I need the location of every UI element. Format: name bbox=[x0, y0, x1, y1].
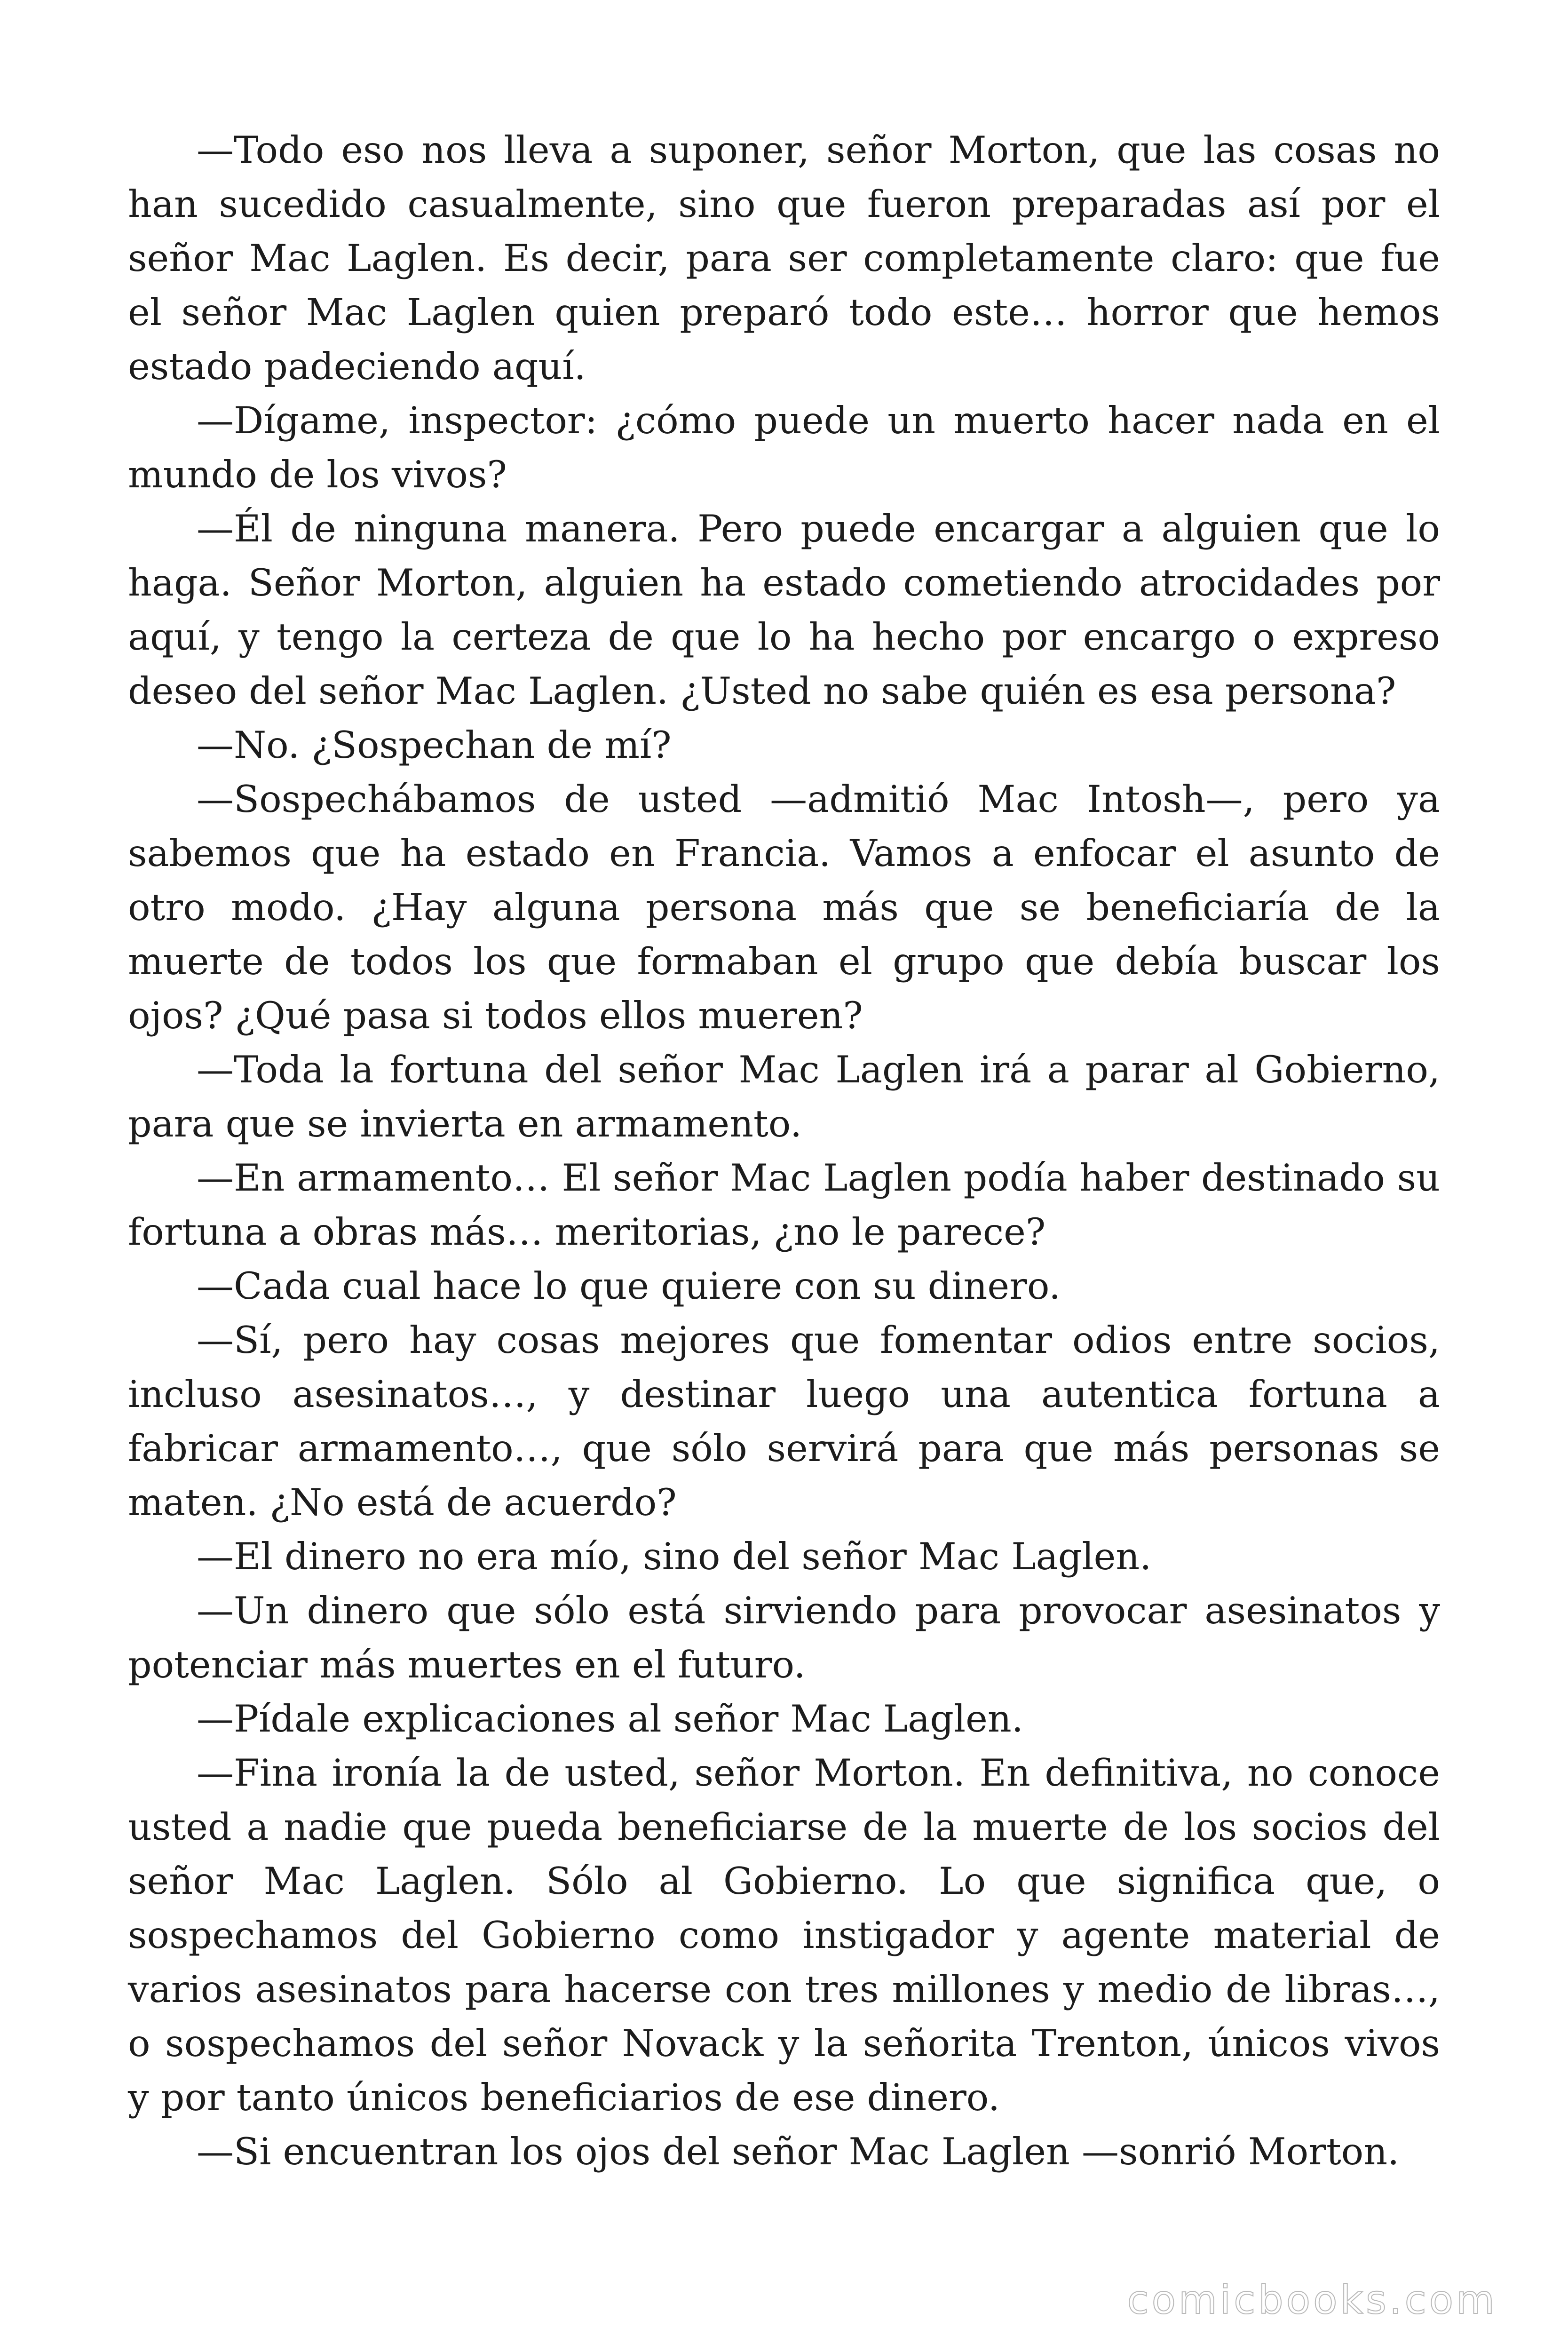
watermark: comicbooks.com bbox=[1127, 2277, 1497, 2323]
paragraph: —En armamento… El señor Mac Laglen podía haber destinado su fortuna a obras más… meritorias, ¿no le parece? bbox=[128, 1156, 1440, 1254]
paragraph: —Todo eso nos lleva a suponer, señor Morton, que las cosas no han sucedido casualmente, sino que fueron preparadas así por el señor Mac Laglen. Es decir, para ser completamente claro: que fue el señor Mac Laglen quien preparó todo este… horror que hemos estado padeciendo aquí. bbox=[128, 128, 1440, 388]
paragraph: —Fina ironía la de usted, señor Morton. En definitiva, no conoce usted a nadie que pueda beneficiarse de la muerte de los socios del señor Mac Laglen. Sólo al Gobierno. Lo que significa que, o sospechamos del Gobierno como instigador y agente material de varios asesinatos para hacerse con tres millones y medio de libras…, o sospechamos del señor Novack y la señorita Trenton, únicos vivos y por tanto únicos beneficiarios de ese dinero. bbox=[128, 1751, 1440, 2119]
paragraph: —Dígame, inspector: ¿cómo puede un muerto hacer nada en el mundo de los vivos? bbox=[128, 399, 1440, 496]
paragraph: —Toda la fortuna del señor Mac Laglen irá a parar al Gobierno, para que se invierta en armamento. bbox=[128, 1048, 1440, 1145]
paragraph: —Él de ninguna manera. Pero puede encargar a alguien que lo haga. Señor Morton, alguien ha estado cometiendo atrocidades por aquí, y tengo la certeza de que lo ha hecho por encargo o expreso deseo del señor Mac Laglen. ¿Usted no sabe quién es esa persona? bbox=[128, 507, 1440, 713]
paragraph: —No. ¿Sospechan de mí? bbox=[197, 723, 672, 767]
paragraph: —El dinero no era mío, sino del señor Mac Laglen. bbox=[197, 1535, 1152, 1578]
paragraph: —Si encuentran los ojos del señor Mac Laglen —sonrió Morton. bbox=[197, 2130, 1400, 2173]
paragraph: —Cada cual hace lo que quiere con su dinero. bbox=[197, 1264, 1061, 1308]
paragraph: —Sospechábamos de usted —admitió Mac Intosh—, pero ya sabemos que ha estado en Francia. Vamos a enfocar el asunto de otro modo. ¿Hay alguna persona más que se beneficiaría de la muerte de todos los que formaban el grupo que debía buscar los ojos? ¿Qué pasa si todos ellos mueren? bbox=[128, 778, 1440, 1037]
paragraph: —Un dinero que sólo está sirviendo para provocar asesinatos y potenciar más muertes en el futuro. bbox=[128, 1589, 1440, 1686]
paragraph: —Pídale explicaciones al señor Mac Laglen. bbox=[197, 1697, 1023, 1740]
body-text bbox=[128, 123, 1440, 2179]
paragraph: —Sí, pero hay cosas mejores que fomentar odios entre socios, incluso asesinatos…, y destinar luego una autentica fortuna a fabricar armamento…, que sólo servirá para que más personas se maten. ¿No está de acuerdo? bbox=[128, 1319, 1440, 1524]
